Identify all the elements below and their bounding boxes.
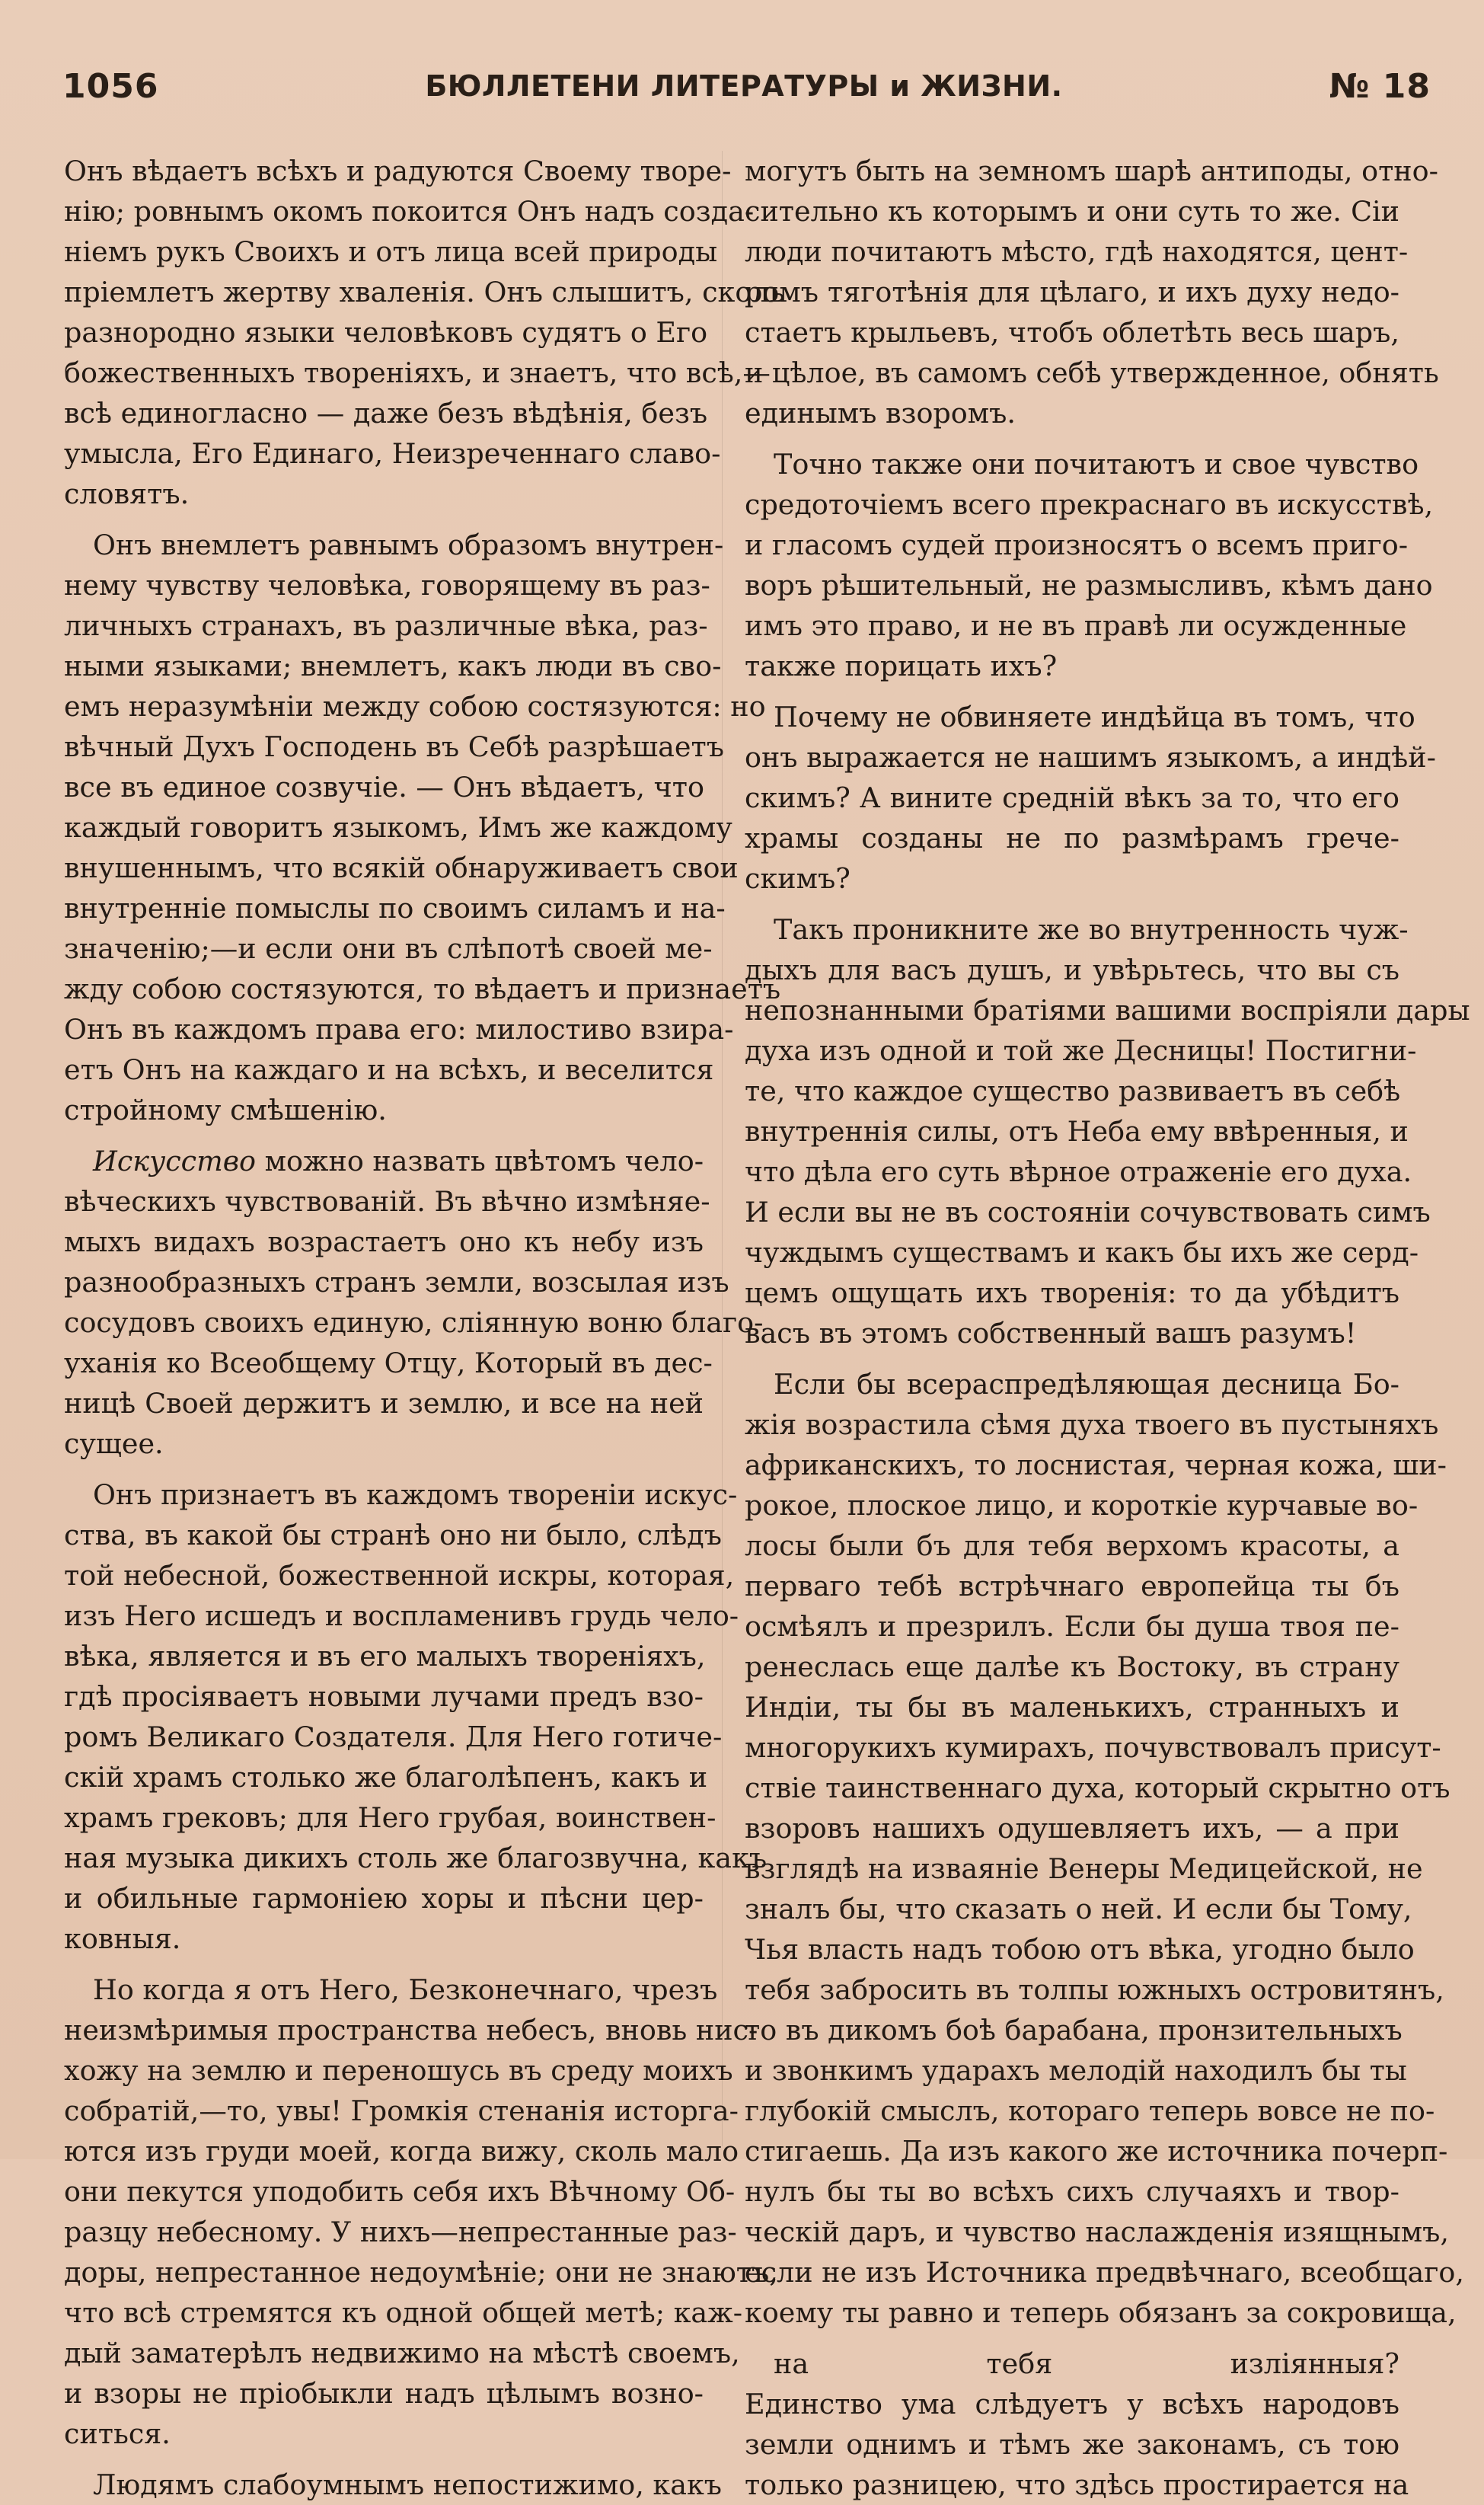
text-line: глубокій смыслъ, котораго теперь вовсе не по- xyxy=(745,2094,1435,2127)
text-line: духа изъ одной и той же Десницы! Постигни- xyxy=(745,1034,1417,1067)
text-line: ренеслась еще далѣе къ Востоку, въ страну xyxy=(745,1650,1399,1683)
text-line: ная музыка дикихъ столь же благозвучна, какъ xyxy=(64,1842,768,1874)
text-line: зналъ бы, что сказать о ней. И если бы Тому, xyxy=(745,1893,1412,1925)
paragraph-gap xyxy=(745,686,1399,697)
text-line: жду собою состязуются, то вѣдаетъ и признаетъ xyxy=(64,973,781,1005)
text-line: Чья власть надъ тобою отъ вѣка, угодно было xyxy=(745,1933,1415,1966)
text-line: ромъ Великаго Создателя. Для Него готиче- xyxy=(64,1721,723,1753)
text-line: воръ рѣшительный, не размысливъ, кѣмъ дано xyxy=(745,569,1433,602)
text-line: имъ это право, и не въ правѣ ли осужденные xyxy=(745,609,1407,642)
text-line: они пекутся уподобить себя ихъ Вѣчному Об- xyxy=(64,2175,736,2208)
text-line: храмы созданы не по размѣрамъ грече- xyxy=(745,822,1399,855)
text-line: ческій даръ, и чувство наслажденія изящнымъ, xyxy=(745,2216,1450,2248)
paragraph-gap xyxy=(745,433,1399,444)
text-line: Точно также они почитаютъ и свое чувство xyxy=(774,448,1419,481)
text-line: Почему не обвиняете индѣйца въ томъ, что xyxy=(774,701,1415,733)
text-line: также порицать ихъ? xyxy=(745,650,1058,682)
text-line: нему чувству человѣка, говорящему въ раз- xyxy=(64,569,710,602)
paragraph-gap xyxy=(64,1959,704,1970)
paragraph-gap xyxy=(745,1353,1399,1364)
text-line: вѣчный Духъ Господень въ Себѣ разрѣшаетъ xyxy=(64,730,724,763)
text-line: Онъ признаетъ въ каждомъ твореніи искус- xyxy=(93,1478,738,1511)
text-line: сущее. xyxy=(64,1427,164,1460)
text-line: нію; ровнымъ окомъ покоится Онъ надъ созда- xyxy=(64,195,755,228)
text-line: дый заматерѣлъ недвижимо на мѣстѣ своемъ, xyxy=(64,2337,740,2369)
text-line: доры, непрестанное недоумѣніе; они не знаютъ, xyxy=(64,2256,778,2289)
text-line: ются изъ груди моей, когда вижу, сколь мало xyxy=(64,2135,739,2168)
text-line: стаетъ крыльевъ, чтобъ облетѣть весь шаръ, xyxy=(745,316,1399,349)
text-line: значенію;—и если они въ слѣпотѣ своей ме- xyxy=(64,932,713,965)
text-line: уханія ко Всеобщему Отцу, Который въ дес- xyxy=(64,1347,713,1379)
text-line: васъ въ этомъ собственный вашъ разумъ! xyxy=(745,1317,1357,1350)
text-line: чуждымъ существамъ и какъ бы ихъ же серд- xyxy=(745,1236,1419,1269)
left-column xyxy=(64,151,785,2505)
text-line: рокое, плоское лицо, и короткіе курчавые во- xyxy=(745,1489,1419,1522)
text-line: внутренніе помыслы по своимъ силамъ и на- xyxy=(64,892,726,925)
text-line: жія возрастила сѣмя духа твоего въ пустыняхъ xyxy=(745,1408,1439,1441)
text-line: Но когда я отъ Него, Безконечнаго, чрезъ xyxy=(93,1973,718,2006)
text-line: скій храмъ столько же благолѣпенъ, какъ и xyxy=(64,1761,708,1794)
text-line: многорукихъ кумирахъ, почувствовалъ присут- xyxy=(745,1731,1441,1764)
text-line: божественныхъ твореніяхъ, и знаетъ, что всѣ,— xyxy=(64,356,771,389)
text-line: неизмѣримыя пространства небесъ, вновь нис- xyxy=(64,2014,758,2046)
text-line: стигаешь. Да изъ какого же источника почерп- xyxy=(745,2135,1448,2168)
text-line: словятъ. xyxy=(64,478,190,510)
text-line: Онъ вѣдаетъ всѣхъ и радуются Своему творе- xyxy=(64,155,732,187)
text-line: и гласомъ судей произносятъ о всемъ приго- xyxy=(745,529,1409,561)
text-line: Если бы всераспредѣляющая десница Бо- xyxy=(774,1368,1399,1401)
text-line: стройному смѣшенію. xyxy=(64,1094,387,1126)
column-divider xyxy=(722,151,723,2146)
right-column xyxy=(745,151,1470,2505)
text-line: разцу небесному. У нихъ—непрестанные раз- xyxy=(64,2216,737,2248)
text-line: непознанными братіями вашими воспріяли дары xyxy=(745,994,1470,1027)
text-line: если не изъ Источника предвѣчнаго, всеобщаго, xyxy=(745,2256,1464,2289)
text-line: разнородно языки человѣковъ судятъ о Его xyxy=(64,316,708,349)
text-line: ницѣ Своей держитъ и землю, и все на ней xyxy=(64,1387,704,1420)
text-line: каждый говоритъ языкомъ, Имъ же каждому xyxy=(64,811,732,844)
text-line: сительно къ которымъ и они суть то же. Сіи xyxy=(745,195,1399,228)
emphasized-word: Искусство xyxy=(93,1145,256,1177)
text-line: тебя забросить въ толпы южныхъ островитянъ, xyxy=(745,1973,1444,2006)
text-line: хожу на землю и переношусь въ среду моихъ xyxy=(64,2054,733,2087)
text-line: все въ единое созвучіе. — Онъ вѣдаетъ, что xyxy=(64,771,704,804)
paragraph-gap xyxy=(64,1130,704,1141)
text-line: Такъ проникните же во внутренность чуж- xyxy=(774,913,1409,946)
text-line: Единство ума слѣдуетъ у всѣхъ народовъ xyxy=(745,2388,1399,2420)
text-line: на тебя излiянныя? xyxy=(774,2347,1399,2380)
text-line: перваго тебѣ встрѣчнаго европейца ты бъ xyxy=(745,1570,1399,1602)
text-line: то въ дикомъ боѣ барабана, пронзительныхъ xyxy=(745,2014,1403,2046)
issue-number: № 18 xyxy=(1329,66,1431,106)
text-line: личныхъ странахъ, въ различные вѣка, раз- xyxy=(64,609,708,642)
text-line: единымъ взоромъ. xyxy=(745,397,1016,430)
text-line: лосы были бъ для тебя верхомъ красоты, а xyxy=(745,1529,1399,1562)
text-line: внутреннія силы, отъ Неба ему ввѣренныя, и xyxy=(745,1115,1409,1148)
text-line: и обильные гармоніею хоры и пѣсни цер- xyxy=(64,1882,704,1915)
text-line: Искусство можно назвать цвѣтомъ чело- xyxy=(93,1145,704,1177)
text-line: осмѣялъ и презрилъ. Если бы душа твоя пе- xyxy=(745,1610,1399,1643)
text-line: емъ неразумѣніи между собою состязуются: но xyxy=(64,690,766,723)
text-line: ситься. xyxy=(64,2417,171,2450)
text-line: что всѣ стремятся къ одной общей метѣ; каж- xyxy=(64,2296,743,2329)
page-number: 1056 xyxy=(62,66,159,106)
text-line: коему ты равно и теперь обязанъ за сокровища, xyxy=(745,2296,1457,2329)
text-line: и звонкимъ ударахъ мелодій находилъ бы ты xyxy=(745,2054,1407,2087)
text-line: изъ Него исшедъ и воспламенивъ грудь чело- xyxy=(64,1599,739,1632)
paragraph-gap xyxy=(745,2333,1399,2344)
text-line: и цѣлое, въ самомъ себѣ утвержденное, обнять xyxy=(745,356,1439,389)
text-line: Онъ внемлетъ равнымъ образомъ внутрен- xyxy=(93,529,724,561)
paragraph-gap xyxy=(64,1464,704,1475)
text-line: вѣка, является и въ его малыхъ твореніяхъ, xyxy=(64,1640,706,1673)
text-line: скимъ? А вините средній вѣкъ за то, что его xyxy=(745,781,1399,814)
paragraph-gap xyxy=(745,899,1399,909)
text-line: ства, въ какой бы странѣ оно ни было, слѣдъ xyxy=(64,1519,723,1551)
text-line: етъ Онъ на каждаго и на всѣхъ, и веселится xyxy=(64,1053,714,1086)
text-line: собратій,—то, увы! Громкія стенанія исторга- xyxy=(64,2094,739,2127)
text-line: ствіе таинственнаго духа, который скрытно отъ xyxy=(745,1772,1450,1804)
text-line: гдѣ просіяваетъ новыми лучами предъ взо- xyxy=(64,1680,704,1713)
text-line: только разницею, что здѣсь простирается на xyxy=(745,2468,1409,2501)
page-header xyxy=(62,59,1431,113)
text-line: разнообразныхъ странъ земли, возсылая изъ xyxy=(64,1266,729,1299)
text-line: Онъ въ каждомъ права его: милостиво взира- xyxy=(64,1013,734,1046)
text-line: Людямъ слабоумнымъ непостижимо, какъ xyxy=(93,2468,723,2501)
text-line: вѣческихъ чувствованій. Въ вѣчно измѣняе- xyxy=(64,1185,710,1218)
text-line: ными языками; внемлетъ, какъ люди въ сво- xyxy=(64,650,722,682)
text-line: ніемъ рукъ Своихъ и отъ лица всей природы xyxy=(64,235,718,268)
text-line: ромъ тяготѣнія для цѣлаго, и ихъ духу недо- xyxy=(745,276,1399,308)
text-line: и взоры не пріобыкли надъ цѣлымъ возно- xyxy=(64,2377,704,2410)
text-line: цемъ ощущать ихъ творенія: то да убѣдитъ xyxy=(745,1276,1399,1309)
text-line: те, что каждое существо развиваетъ въ себѣ xyxy=(745,1075,1401,1107)
text-line: нулъ бы ты во всѣхъ сихъ случаяхъ и твор- xyxy=(745,2175,1399,2208)
text-line: взоровъ нашихъ одушевляетъ ихъ, — а при xyxy=(745,1812,1399,1845)
paragraph-gap xyxy=(64,514,704,525)
text-line: дыхъ для васъ душъ, и увѣрьтесь, что вы съ xyxy=(745,954,1399,986)
text-line: умысла, Его Единаго, Неизреченнаго славо- xyxy=(64,437,721,470)
text-line: онъ выражается не нашимъ языкомъ, а индѣй- xyxy=(745,741,1436,774)
text-line: ковныя. xyxy=(64,1922,181,1955)
text-line: сосудовъ своихъ единую, сліянную воню благо- xyxy=(64,1306,764,1339)
text-line: могутъ быть на земномъ шарѣ антиподы, отно- xyxy=(745,155,1438,187)
paragraph-gap xyxy=(64,2454,704,2465)
text-line: что дѣла его суть вѣрное отраженіе его духа. xyxy=(745,1155,1412,1188)
text-line: скимъ? xyxy=(745,862,851,895)
text-line: мыхъ видахъ возрастаетъ оно къ небу изъ xyxy=(64,1225,704,1258)
text-line: Индіи, ты бы въ маленькихъ, странныхъ и xyxy=(745,1691,1399,1724)
text-line: И если вы не въ состояніи сочувствовать симъ xyxy=(745,1196,1431,1229)
text-line: взглядѣ на изваяніе Венеры Медицейской, не xyxy=(745,1852,1423,1885)
text-line: храмъ грековъ; для Него грубая, воинствен- xyxy=(64,1801,716,1834)
journal-title: БЮЛЛЕТЕНИ ЛИТЕРАТУРЫ и ЖИЗНИ. xyxy=(425,69,1063,103)
text-line: земли однимъ и тѣмъ же законамъ, съ тою xyxy=(745,2428,1399,2461)
text-line: люди почитаютъ мѣсто, гдѣ находятся, цент- xyxy=(745,235,1409,268)
text-line: той небесной, божественной искры, которая, xyxy=(64,1559,735,1592)
text-line: африканскихъ, то лоснистая, черная кожа, ши- xyxy=(745,1449,1447,1481)
text-line: средоточіемъ всего прекраснаго въ искусствѣ, xyxy=(745,488,1434,521)
text-line: пріемлетъ жертву хваленія. Онъ слышитъ, сколь xyxy=(64,276,785,308)
text-line: внушеннымъ, что всякій обнаруживаетъ свои xyxy=(64,852,739,884)
text-line: всѣ единогласно — даже безъ вѣдѣнія, безъ xyxy=(64,397,708,430)
